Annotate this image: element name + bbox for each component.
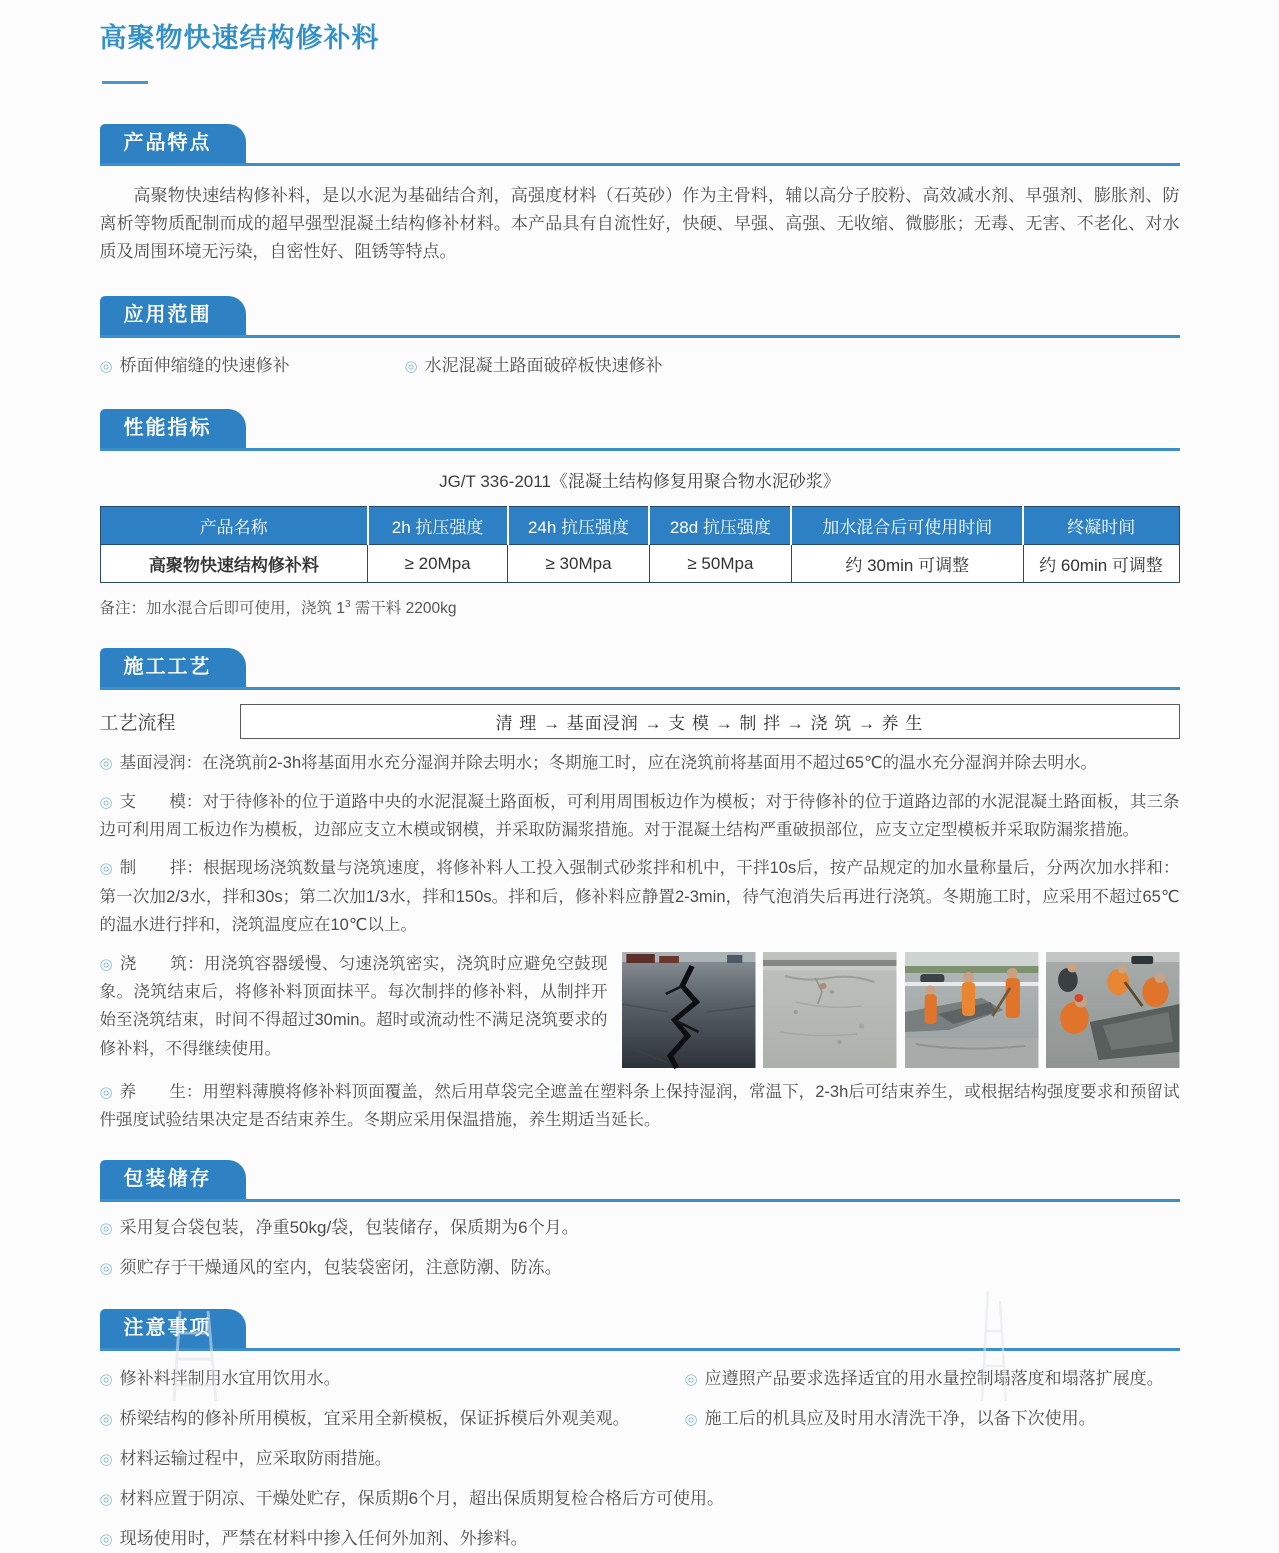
step-curing: [100, 1078, 1180, 1135]
notice-item-text: 修补料拌制用水宜用饮用水。: [119, 1368, 341, 1388]
step-text: 养 生：用塑料薄膜将修补料顶面覆盖，然后用草袋完全遮盖在塑料条上保持湿润，常温下，2-3h后可结束养生，或根据结构强度要求和预留试件强度试验结果决定是否结束养生。冬期应采用保温措施，养生期适当延长。: [99, 1082, 1180, 1129]
storage-item: [100, 1254, 1180, 1281]
section-tab-features: 产品特点: [100, 124, 246, 163]
ring-bullet-icon: ◎: [99, 1370, 113, 1388]
features-paragraph: 高聚物快速结构修补料，是以水泥为基础结合剂，高强度材料（石英砂）作为主骨料，辅以高分子胶粉、高效减水剂、早强剂、膨胀剂、防离析等物质配制而成的超早强型混凝土结构修补材料。本产品具有自流性好，快硬、早强、高强、无收缩、微膨胀；无毒、无害、不老化、对水质及周围环境无污染，自密性好、阻锈等特点。: [99, 186, 1180, 262]
notice-item: [100, 1485, 1180, 1512]
construction-photo-strip: [622, 950, 1180, 1068]
ring-bullet-icon: ◎: [99, 860, 113, 878]
step-surface-soaking: [100, 749, 1180, 777]
applications-list: [100, 352, 1180, 379]
step-text: 制 拌：根据现场浇筑数量与浇筑速度，将修补料人工投入强制式砂浆拌和机中，干拌10s后，按产品规定的加水量称量后，分两次加水拌和：第一次加2/3水，拌和30s；第二次加1/3水，拌和150s。拌和后，修补料应静置2-3min，待气泡消失后再进行浇筑。冬期施工时，应采用不超过65℃的温水进行拌和，浇筑温度应在10℃以上。: [99, 859, 1180, 935]
col-header-28d: 28d 抗压强度: [649, 507, 791, 545]
table-row: [100, 545, 1179, 583]
ring-bullet-icon: ◎: [99, 755, 113, 773]
application-item: [405, 352, 663, 379]
notice-item: [100, 1525, 1180, 1552]
notice-item: [100, 1365, 685, 1392]
step-mixing: [100, 854, 1180, 939]
application-item-label: 水泥混凝土路面破碎板快速修补: [424, 356, 663, 376]
cell-final-set: 约 60min 可调整: [1023, 545, 1179, 583]
process-flow-diagram: 清 理 → 基面浸润 → 支 模 → 制 拌 → 浇 筑 → 养 生: [240, 704, 1180, 739]
section-tab-storage: 包装储存: [100, 1160, 246, 1199]
ring-bullet-icon: ◎: [99, 1259, 113, 1277]
worker-figure: [961, 972, 974, 1016]
col-header-2h: 2h 抗压强度: [368, 507, 508, 545]
process-flow-label: 工艺流程: [99, 713, 176, 735]
cell-product-name: 高聚物快速结构修补料: [100, 545, 368, 583]
col-header-24h: 24h 抗压强度: [508, 507, 650, 545]
section-head-features: [100, 124, 1180, 166]
title-underline: [102, 81, 148, 84]
storage-item-text: 采用复合袋包装，净重50kg/袋，包装储存，保质期为6个月。: [119, 1218, 579, 1238]
cracked-pavement-photo: [622, 952, 756, 1068]
step-text: 支 模：对于待修补的位于道路中央的水泥混凝土路面板，可利用周围板边作为模板；对于待修补的位于道路边部的水泥混凝土路面板，其三条边可利用周工板边作为模板，边部应支立木模或钢模，并采取防漏浆措施。对于混凝土结构严重破损部位，应支立定型模板并采取防漏浆措施。: [99, 792, 1180, 840]
ring-bullet-icon: ◎: [99, 358, 113, 376]
section-tab-performance: 性能指标: [100, 409, 246, 448]
application-item-label: 桥面伸缩缝的快速修补: [119, 356, 290, 376]
notices-list: [100, 1365, 1180, 1553]
col-header-final-set: 终凝时间: [1023, 507, 1179, 545]
ring-bullet-icon: ◎: [404, 358, 418, 376]
notice-item-text: 桥梁结构的修补所用模板，宜采用全新模板，保证拆模后外观美观。: [119, 1408, 630, 1428]
notice-item-text: 现场使用时，严禁在材料中掺入任何外加剂、外掺料。: [119, 1529, 528, 1549]
ring-bullet-icon: ◎: [99, 955, 113, 973]
ring-bullet-icon: ◎: [684, 1410, 698, 1428]
ring-bullet-icon: ◎: [99, 1451, 113, 1469]
pouring-repair-workers-photo: [1046, 952, 1180, 1068]
page-title: 高聚物快速结构修补料: [99, 23, 380, 53]
section-tab-notices: 注意事项: [100, 1309, 246, 1348]
standard-reference: JG/T 336-2011《混凝土结构修复用聚合物水泥砂浆》: [439, 472, 840, 492]
remark-text-suffix: 需干料 2200kg: [350, 600, 457, 618]
notice-item-text: 材料运输过程中，应采取防雨措施。: [119, 1449, 392, 1469]
section-tab-applications: 应用范围: [100, 296, 246, 335]
step-pouring: [100, 950, 608, 1068]
col-header-product: 产品名称: [100, 507, 368, 545]
ring-bullet-icon: ◎: [99, 1220, 113, 1238]
cell-24h: ≥ 30Mpa: [508, 545, 650, 583]
notice-item: [685, 1365, 1180, 1392]
storage-item-text: 须贮存于干燥通风的室内，包装袋密闭，注意防潮、防冻。: [119, 1257, 562, 1277]
section-head-applications: [100, 296, 1180, 338]
notice-item: [100, 1445, 685, 1472]
section-head-performance: [100, 409, 1180, 451]
ring-bullet-icon: ◎: [99, 1491, 113, 1509]
performance-table: [100, 506, 1180, 583]
ring-bullet-icon: ◎: [99, 1083, 113, 1101]
process-flow-row: [100, 704, 1180, 739]
application-item: [100, 352, 405, 379]
ring-bullet-icon: ◎: [99, 1531, 113, 1549]
table-header-row: [100, 507, 1179, 545]
step-text: 基面浸润：在浇筑前2-3h将基面用水充分湿润并除去明水；冬期施工时，应在浇筑前将基面用不超过65℃的温水充分湿润并除去明水。: [119, 754, 1098, 773]
datasheet-page: [100, 0, 1180, 1553]
cell-28d: ≥ 50Mpa: [649, 545, 791, 583]
notice-item-text: 材料应置于阴凉、干燥处贮存，保质期6个月，超出保质期复检合格后方可使用。: [119, 1489, 725, 1509]
cell-2h: ≥ 20Mpa: [368, 545, 508, 583]
cell-usable-time: 约 30min 可调整: [791, 545, 1023, 583]
road-repair-workers-photo: [905, 952, 1039, 1068]
col-header-usable-time: 加水混合后可使用时间: [791, 507, 1023, 545]
ring-bullet-icon: ◎: [99, 793, 113, 811]
notice-item-text: 施工后的机具应及时用水清洗干净，以备下次使用。: [704, 1408, 1096, 1428]
remark-text: 备注：加水混合后即可使用，浇筑 1: [99, 600, 345, 618]
remark-superscript: 3: [344, 599, 351, 611]
ring-bullet-icon: ◎: [684, 1370, 698, 1388]
notice-item-text: 应遵照产品要求选择适宜的用水量控制塌落度和塌落扩展度。: [704, 1368, 1164, 1388]
section-head-notices: [100, 1309, 1180, 1351]
notice-item: [100, 1405, 685, 1432]
pouring-and-photos-row: [100, 950, 1180, 1068]
damaged-concrete-photo: [763, 952, 897, 1068]
section-head-storage: [100, 1160, 1180, 1202]
step-text: 浇 筑：用浇筑容器缓慢、匀速浇筑密实，浇筑时应避免空鼓现象。浇筑结束后，将修补料顶面抹平。每次制拌的修补料，从制拌开始至浇筑结束，时间不得超过30min。超时或流动性不满足浇筑要求的修补料，不得继续使用。: [99, 954, 608, 1058]
storage-item: [100, 1214, 1180, 1241]
section-head-process: [100, 648, 1180, 690]
ring-bullet-icon: ◎: [99, 1410, 113, 1428]
section-tab-process: 施工工艺: [100, 648, 246, 687]
notice-item: [685, 1405, 1180, 1432]
step-formwork: [100, 788, 1180, 845]
table-remark: [100, 596, 1180, 618]
